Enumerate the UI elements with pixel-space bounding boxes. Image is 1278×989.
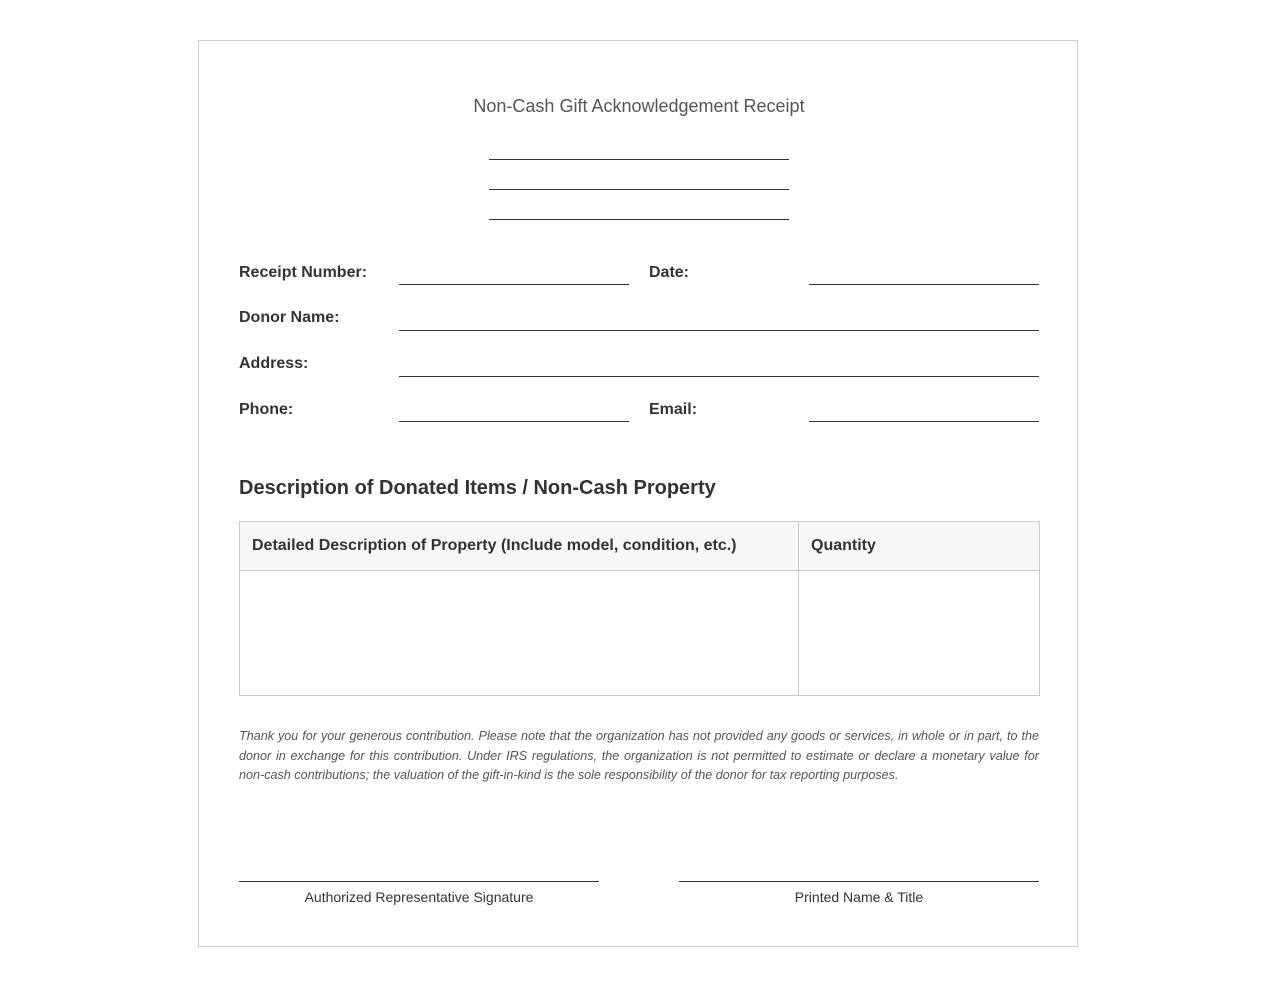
donor-name-label: Donor Name:: [239, 309, 340, 326]
donor-name-field[interactable]: [399, 330, 1039, 331]
document-title: Non-Cash Gift Acknowledgement Receipt: [473, 96, 805, 116]
table-row: [240, 571, 1040, 696]
table-header-row: [240, 522, 1040, 571]
email-label: Email:: [649, 401, 698, 418]
receipt-number-label: Receipt Number:: [239, 264, 368, 281]
description-column-header: Detailed Description of Property (Include model, condition, etc.): [240, 522, 799, 571]
items-section-heading: Description of Donated Items / Non-Cash Property: [239, 477, 716, 499]
receipt-document: [198, 40, 1078, 947]
organization-contact-line[interactable]: [489, 219, 789, 220]
quantity-column-header: Quantity: [799, 522, 1040, 571]
printed-name-title-caption: Printed Name & Title: [794, 889, 924, 905]
printed-name-title-line[interactable]: [679, 881, 1039, 882]
irs-disclaimer-text: Thank you for your generous contribution. Please note that the organization has not provided any goods or services, in whole or in part, to the donor in exchange for this contribution. Under IRS regulations, the organization is not permitted to estimate or declare a monetary value for non-cash contributions; the valuation of the gift-in-kind is the sole responsibility of the donor for tax reporting purposes.: [239, 729, 1039, 782]
email-field[interactable]: [809, 421, 1039, 422]
address-field[interactable]: [399, 376, 1039, 377]
quantity-cell[interactable]: [799, 571, 1040, 696]
donated-items-table: [239, 521, 1040, 696]
organization-name-line[interactable]: [489, 159, 789, 160]
date-label: Date:: [649, 264, 690, 281]
date-field[interactable]: [809, 284, 1039, 285]
phone-field[interactable]: [399, 421, 629, 422]
description-cell[interactable]: [240, 571, 799, 696]
phone-label: Phone:: [239, 401, 294, 418]
receipt-number-field[interactable]: [399, 284, 629, 285]
organization-address-line[interactable]: [489, 189, 789, 190]
signature-line[interactable]: [239, 881, 599, 882]
address-label: Address:: [239, 355, 309, 372]
signature-caption: Authorized Representative Signature: [304, 889, 534, 905]
